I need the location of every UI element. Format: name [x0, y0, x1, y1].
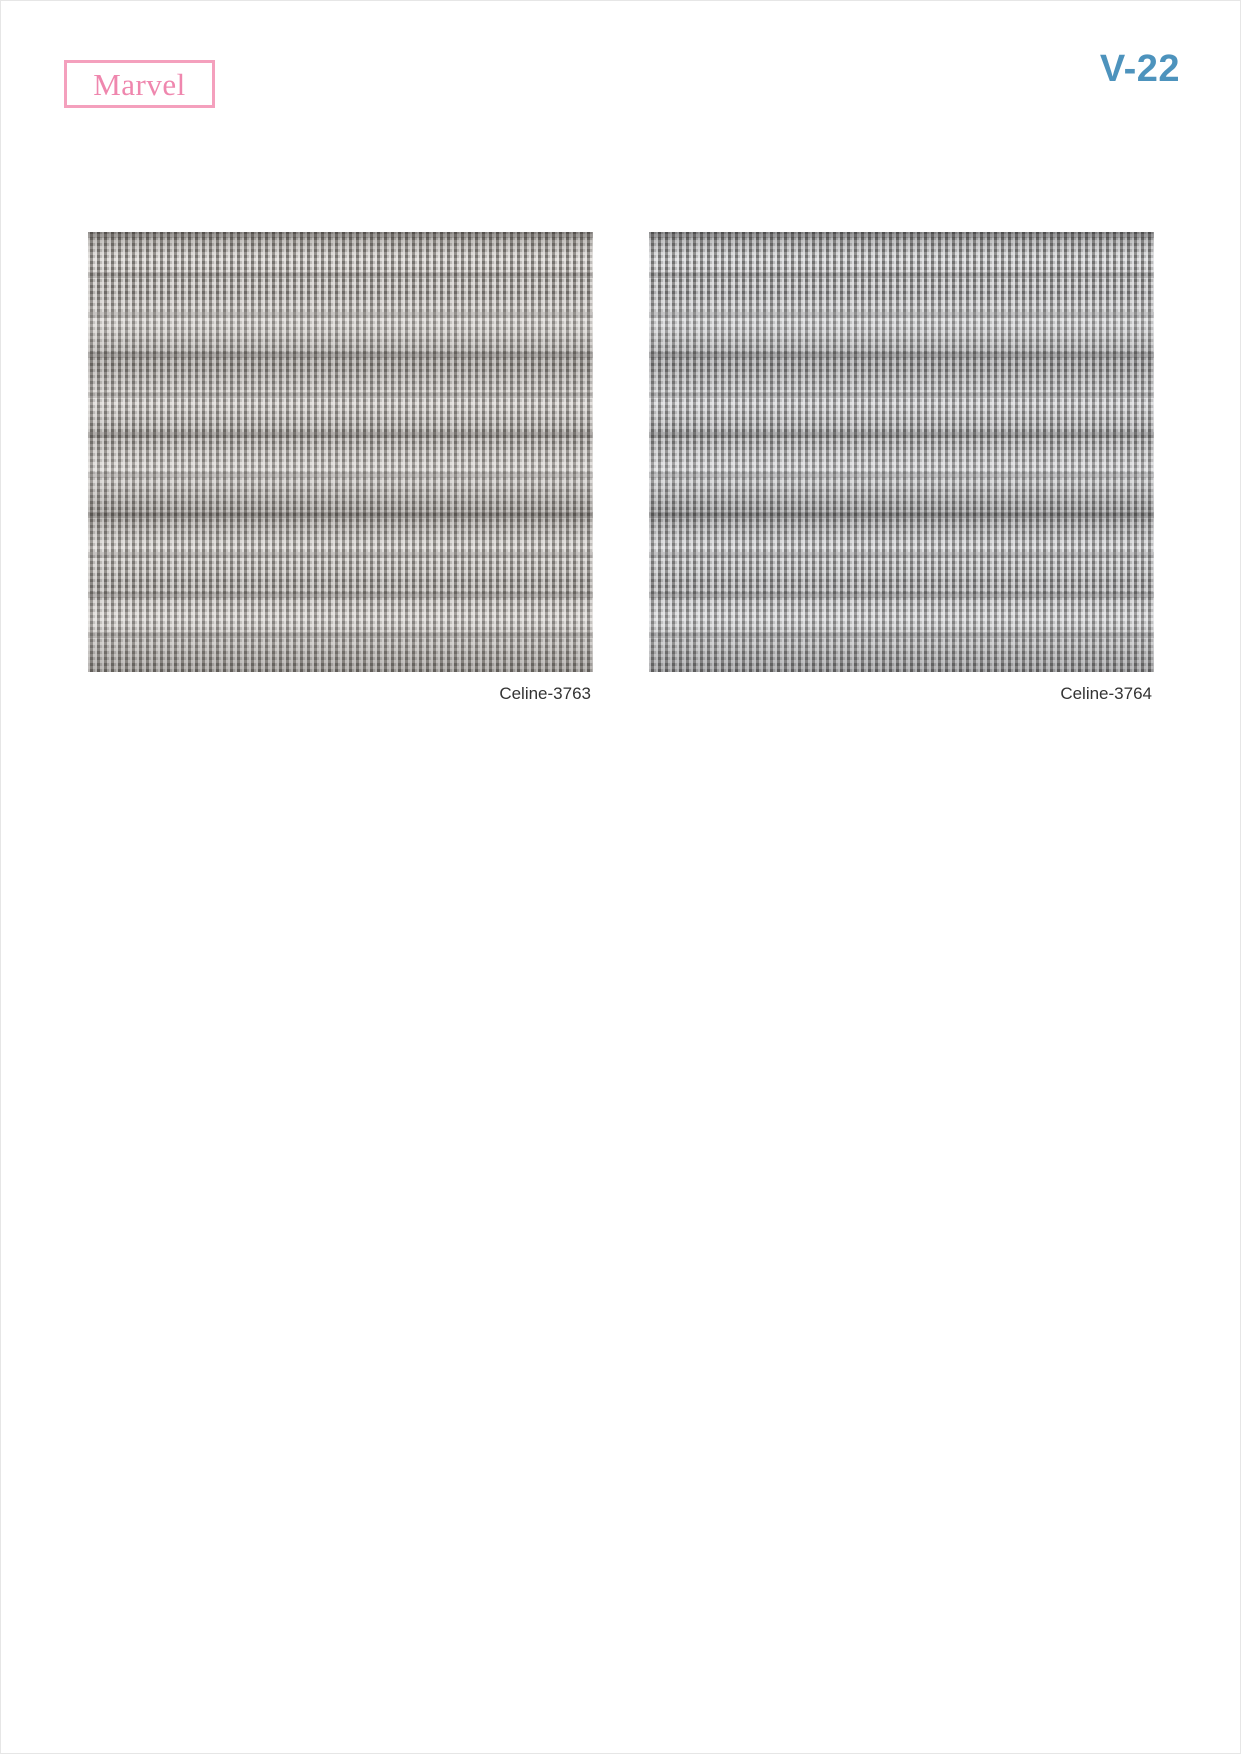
swatch-grid — [88, 232, 1154, 704]
swatch-item — [88, 232, 593, 704]
brand-name: Marvel — [93, 66, 186, 102]
swatch-caption: Celine-3763 — [499, 684, 591, 703]
page-code: V-22 — [1099, 48, 1180, 90]
brand-logo-badge — [64, 60, 215, 108]
brand-logo-inner-frame — [67, 63, 212, 105]
weave-color-tone — [649, 232, 1154, 672]
fabric-swatch-image — [649, 232, 1154, 672]
swatch-caption: Celine-3764 — [1060, 684, 1152, 703]
fabric-swatch-image — [88, 232, 593, 672]
weave-color-tone — [88, 232, 593, 672]
swatch-item — [649, 232, 1154, 704]
